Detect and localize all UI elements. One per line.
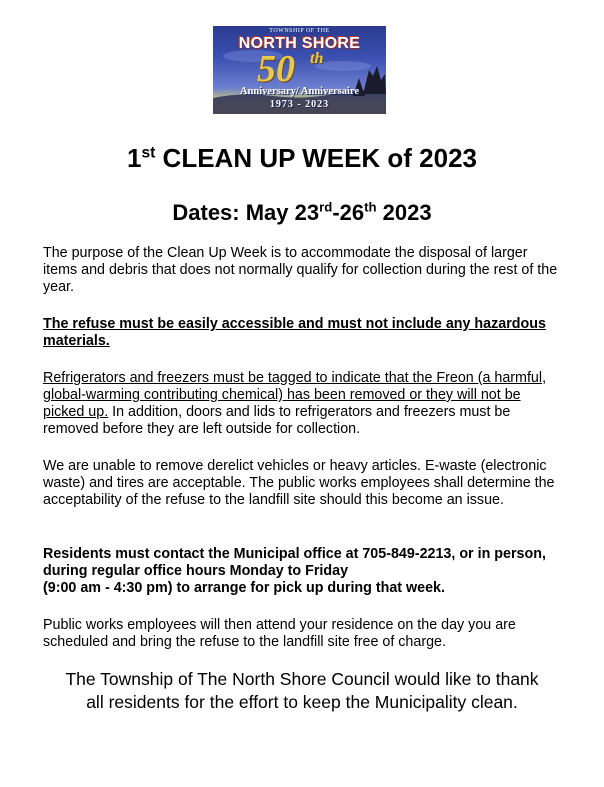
contact-paragraph xyxy=(43,546,563,597)
title-text: CLEAN UP WEEK of 2023 xyxy=(155,143,478,173)
event-dates xyxy=(0,198,604,228)
logo-anniversary-text: Anniversary/ Anniversaire xyxy=(239,86,360,97)
refrigerator-instructions: In addition, doors and lids to refrigerators and freezers must be removed before they are left outside for collection. xyxy=(43,404,511,437)
dates-middle: -26 xyxy=(332,200,365,225)
logo-name-text: NORTH SHORE xyxy=(238,35,361,52)
refrigerator-paragraph xyxy=(43,370,563,438)
township-logo xyxy=(213,26,386,114)
logo-years-text: 1973 - 2023 xyxy=(269,99,330,110)
thanks-line-1: The Township of The North Shore Council would like to thank xyxy=(65,669,539,689)
logo-anniversary-ordinal: th xyxy=(310,50,324,67)
dates-prefix: Dates: May 23 xyxy=(172,200,320,225)
page-title xyxy=(0,142,604,174)
vehicles-paragraph: We are unable to remove derelict vehicles or heavy articles. E-waste (electronic waste) and tires are acceptable. The public works employees shall determine the acceptability of the refuse to the landfill site should this become an issue. xyxy=(43,458,555,508)
dates-ordinal-end: th xyxy=(364,199,377,215)
title-ordinal: st xyxy=(141,144,156,162)
dates-suffix: 2023 xyxy=(376,200,432,225)
refrigerator-warning: Refrigerators and freezers must be tagged to indicate that the Freon (a harmful, global-warming contributing chemical) has been removed or they will not be picked up. xyxy=(43,370,547,420)
public-works-paragraph: Public works employees will then attend your residence on the day you are scheduled and bring the refuse to the landfill site free of charge. xyxy=(43,617,516,650)
thanks-line-2: all residents for the effort to keep the Municipality clean. xyxy=(86,692,518,712)
thank-you-message xyxy=(0,668,604,714)
logo-anniversary-number: 50 xyxy=(257,48,295,90)
refuse-requirement-paragraph: The refuse must be easily accessible and must not include any hazardous materials. xyxy=(43,316,546,349)
contact-line-1: Residents must contact the Municipal office at 705-849-2213, or in person, during regular office hours Monday to Friday xyxy=(43,546,546,579)
logo-township-text: TOWNSHIP OF THE xyxy=(269,28,330,34)
purpose-paragraph: The purpose of the Clean Up Week is to accommodate the disposal of larger items and debris that does not normally qualify for collection during the rest of the year. xyxy=(43,245,558,295)
dates-ordinal-start: rd xyxy=(319,199,333,215)
title-number: 1 xyxy=(126,143,142,173)
contact-line-2: (9:00 am - 4:30 pm) to arrange for pick up during that week. xyxy=(43,580,445,596)
